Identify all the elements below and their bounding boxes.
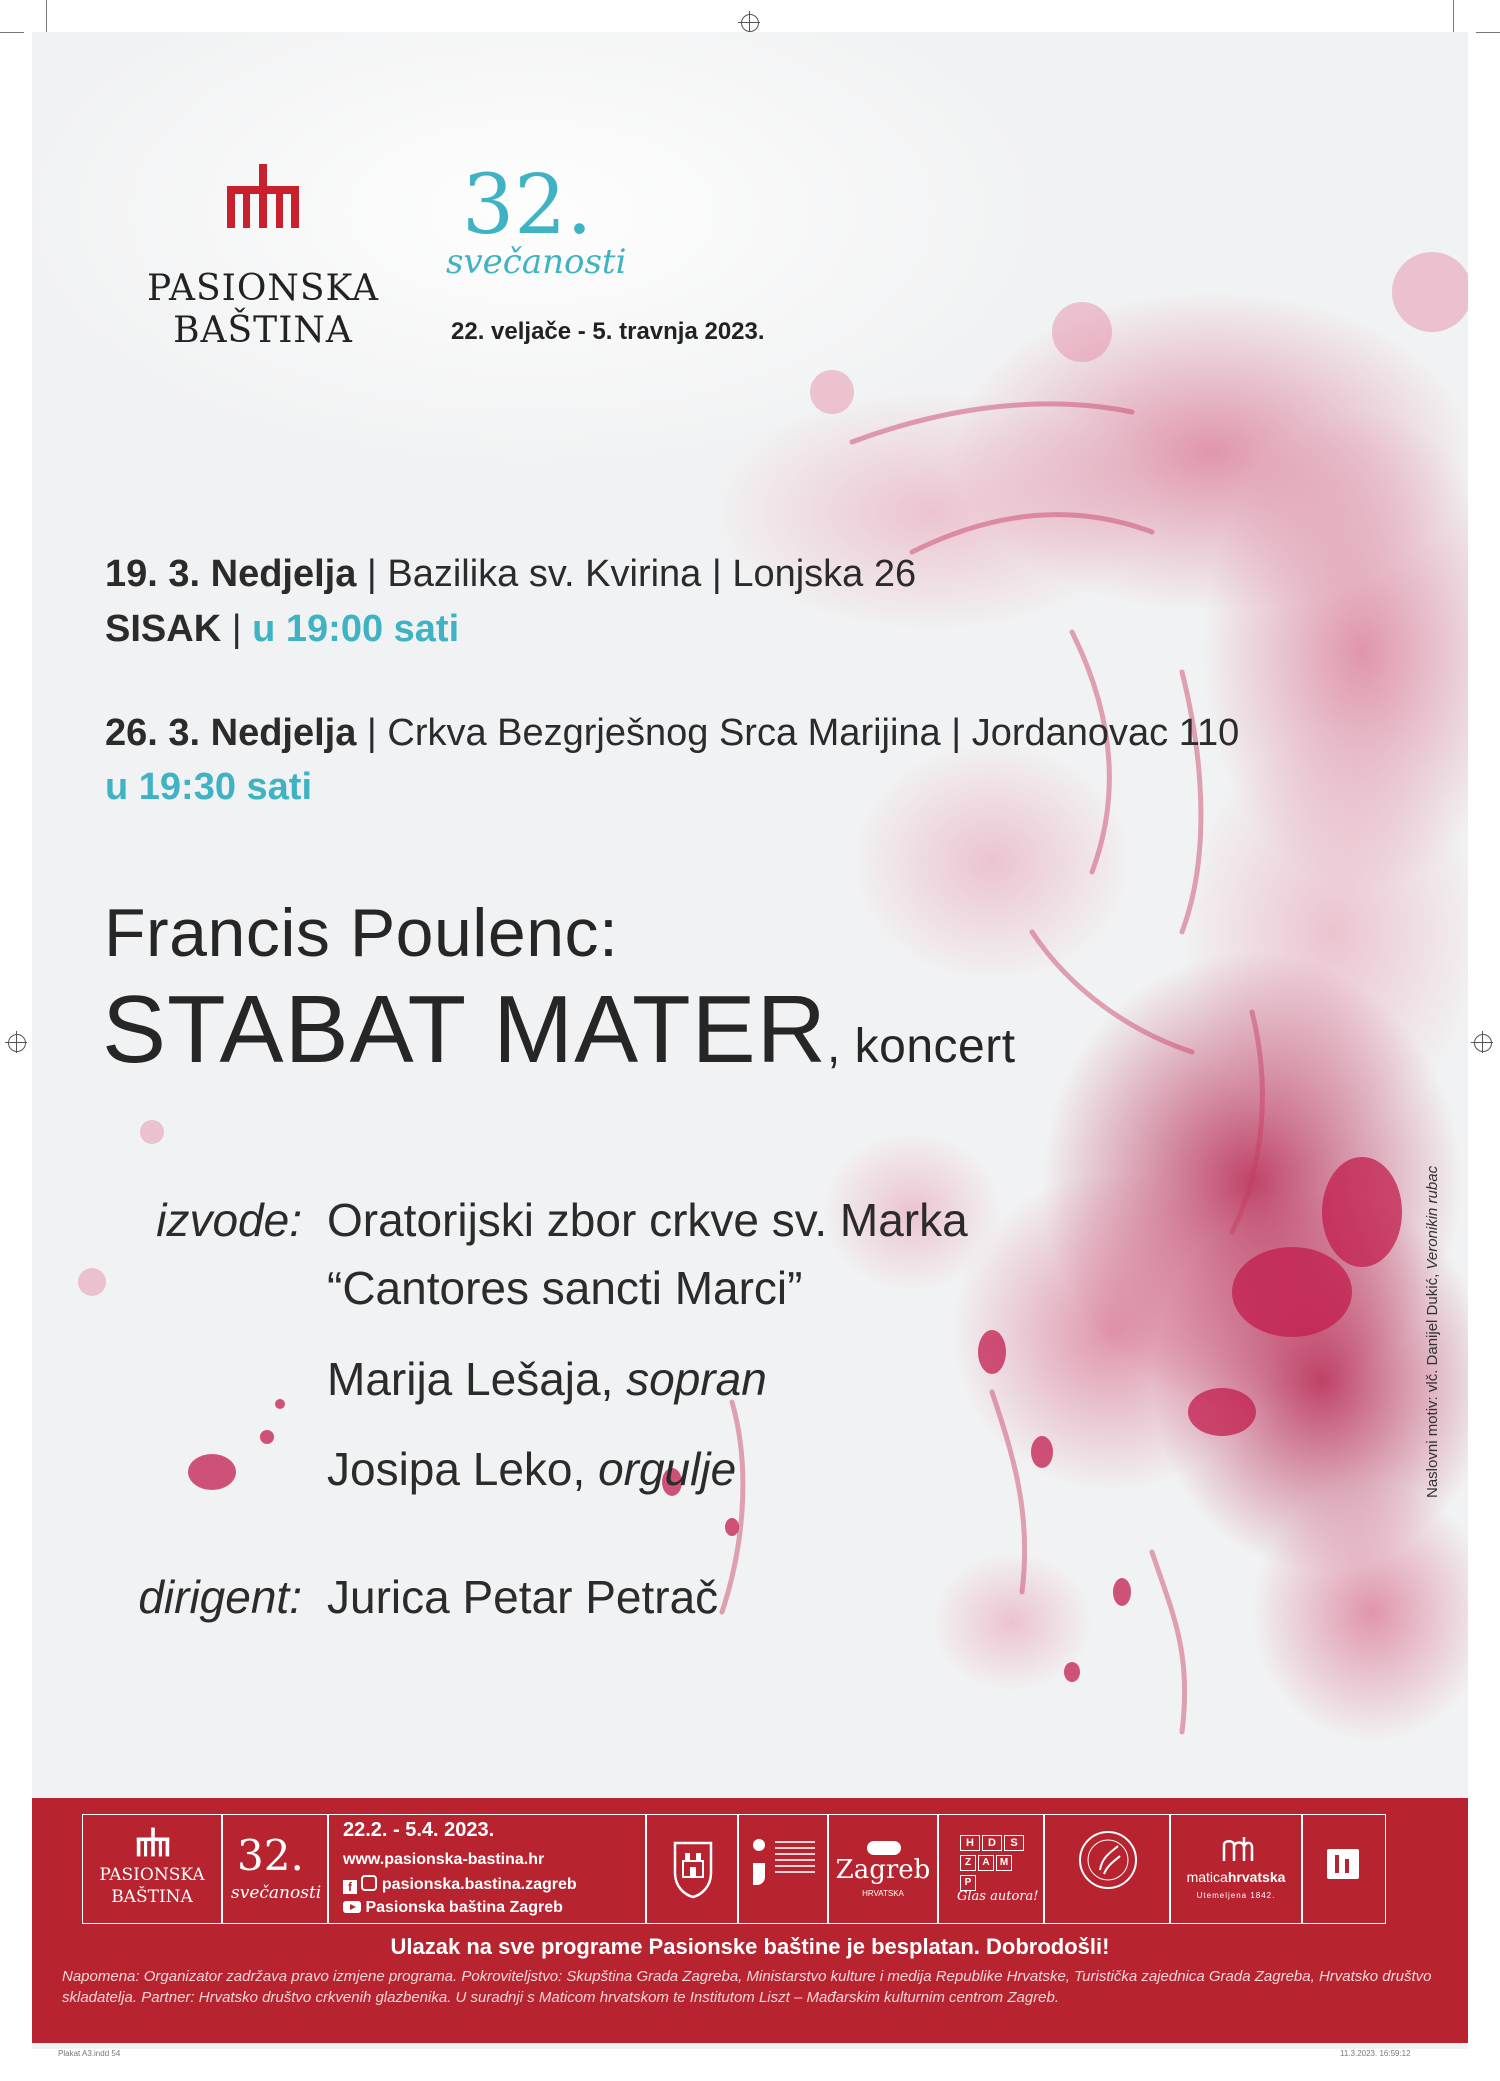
performers-label: izvode: — [156, 1194, 302, 1246]
crop-mark-tl — [46, 0, 47, 32]
matica-subtitle: Utemeljena 1842. — [1196, 1891, 1276, 1900]
choir-line2: “Cantores sancti Marci” — [327, 1262, 803, 1314]
partner-hds-zamp — [938, 1814, 1044, 1924]
matica-word-a: matica — [1186, 1869, 1228, 1885]
footer-youtube: Pasionska baština Zagreb — [365, 1899, 563, 1916]
matica-wordmark — [1171, 1869, 1301, 1885]
matica-word-b: hrvatska — [1227, 1869, 1286, 1885]
footer-social-row — [343, 1875, 577, 1894]
ministry-logo-icon — [753, 1839, 765, 1851]
footer-youtube-row — [343, 1899, 563, 1917]
event-1-city: SISAK — [105, 608, 222, 650]
coat-of-arms-icon — [673, 1839, 713, 1899]
footer-logo-box — [82, 1814, 222, 1924]
separator: | — [701, 553, 733, 595]
footer-edition-label: svečanosti — [231, 1883, 322, 1903]
footer-edition-number: 32. — [237, 1831, 304, 1880]
conductor-name: Jurica Petar Petrač — [327, 1571, 719, 1623]
hds-letter: D — [982, 1835, 1002, 1851]
hds-letter: A — [978, 1855, 994, 1871]
matica-logo-icon — [1221, 1837, 1255, 1863]
hds-letter: S — [1004, 1835, 1024, 1851]
soloist-name: Marija Lešaja, — [327, 1353, 614, 1405]
soloist — [327, 1352, 767, 1406]
event-2-venue: Crkva Bezgrješnog Srca Marijina — [387, 712, 941, 754]
crop-mark-tr — [1453, 0, 1454, 32]
ministry-logo-icon-tail — [753, 1863, 765, 1885]
concert-suffix: , koncert — [826, 1020, 1016, 1073]
partner-zagreb-coat-of-arms — [646, 1814, 738, 1924]
hds-letter: P — [960, 1875, 976, 1891]
soloist-role: sopran — [626, 1353, 767, 1405]
instagram-icon — [361, 1875, 377, 1891]
separator: | — [221, 608, 253, 650]
zagreb-subtitle: HRVATSKA — [862, 1889, 904, 1898]
registration-mark-top — [741, 14, 759, 32]
event-1-time: u 19:00 sati — [252, 608, 460, 650]
print-timestamp: 11.3.2023. 16:59:12 — [1340, 2049, 1411, 2058]
concert-title-line — [102, 975, 1016, 1085]
liszt-logo-icon — [1327, 1849, 1359, 1879]
welcome-message: Ulazak na sve programe Pasionske baštine je besplatan. Dobrodošli! — [390, 1934, 1110, 1959]
event-1-venue: Bazilika sv. Kvirina — [387, 553, 702, 595]
print-file-name: Plakat A3.indd 54 — [58, 2049, 121, 2058]
organist — [327, 1442, 736, 1496]
separator: | — [940, 712, 972, 754]
registration-mark-left — [8, 1034, 26, 1052]
event-1-city-line — [105, 608, 459, 651]
footer-dates: 22.2. - 5.4. 2023. — [343, 1819, 495, 1841]
footer-logo-line2: BAŠTINA — [111, 1887, 193, 1907]
hds-letter: M — [996, 1855, 1012, 1871]
hds-tagline: Glas autora! — [957, 1889, 1039, 1904]
poster-sheet — [32, 32, 1468, 2049]
image-credit — [1424, 1166, 1441, 1498]
hds-grid — [959, 1833, 1027, 1892]
zagreb-cloud-icon — [867, 1841, 901, 1855]
partner-liszt-institute — [1302, 1814, 1386, 1924]
logo-text-line1: PASIONSKA — [147, 268, 379, 309]
edition-number: 32. — [462, 158, 593, 253]
footer-website: www.pasionska-bastina.hr — [343, 1851, 545, 1868]
event-1-date: 19. 3. Nedjelja — [105, 553, 357, 595]
hds-letter: Z — [960, 1855, 976, 1871]
footer-logo-icon — [135, 1827, 171, 1857]
church-musicians-seal-icon — [1078, 1830, 1138, 1890]
ministry-text-lines — [775, 1837, 815, 1877]
conductor-label: dirigent: — [138, 1571, 302, 1623]
organist-name: Josipa Leko, — [327, 1443, 586, 1495]
choir-line1: Oratorijski zbor crkve sv. Marka — [327, 1194, 968, 1246]
footer-info-box — [328, 1814, 646, 1924]
logo-text-line2: BAŠTINA — [173, 310, 353, 351]
edition-label: svečanosti — [446, 242, 627, 282]
liszt-logo-mark — [1345, 1859, 1349, 1873]
pasionska-bastina-logo-icon — [223, 164, 303, 228]
crop-mark-tr-h — [1476, 32, 1500, 33]
zagreb-wordmark: Zagreb — [835, 1855, 931, 1885]
image-credit-work: Veronikin rubac — [1424, 1165, 1441, 1270]
separator: | — [356, 553, 388, 595]
facebook-icon: f — [343, 1880, 357, 1894]
footer-note: Napomena: Organizator zadržava pravo izmjene programa. Pokroviteljstvo: Skupština Grada Zagreba, Ministarstvo kulture i medija Republike Hrvatske, Turistička zajednica Grada Zagreba, Hrvatsko društvo skladatelja. Partner: Hrvatsko društvo crkvenih glazbenika. U suradnji s Maticom hrvatskom te Institutom Liszt – Mađarskim kulturnim centrom Zagreb. — [62, 1968, 1432, 2006]
concert-title: STABAT MATER — [102, 976, 827, 1083]
partner-matica-hrvatska — [1170, 1814, 1302, 1924]
footer-banner — [32, 1798, 1468, 2043]
image-credit-text: Naslovni motiv: vlč. Danijel Dukić, — [1424, 1273, 1441, 1498]
footer-social: pasionska.bastina.zagreb — [381, 1876, 577, 1893]
crop-mark-tl-h — [0, 32, 24, 33]
partner-zagreb-tourism — [828, 1814, 938, 1924]
event-2-date: 26. 3. Nedjelja — [105, 712, 357, 754]
festival-dates: 22. veljače - 5. travnja 2023. — [451, 318, 765, 345]
event-1-line — [105, 553, 916, 596]
footer-logo-line1: PASIONSKA — [99, 1865, 205, 1885]
liszt-logo-mark — [1335, 1855, 1339, 1873]
organist-role: orgulje — [598, 1443, 737, 1495]
partner-ministry — [738, 1814, 828, 1924]
partner-church-musicians — [1044, 1814, 1170, 1924]
registration-mark-right — [1474, 1034, 1492, 1052]
youtube-icon — [343, 1901, 361, 1913]
event-2-line — [105, 712, 1239, 755]
event-2-address: Jordanovac 110 — [971, 712, 1240, 754]
footer-edition-box — [222, 1814, 328, 1924]
separator: | — [356, 712, 388, 754]
event-1-address: Lonjska 26 — [732, 553, 917, 595]
composer-name: Francis Poulenc: — [104, 895, 619, 971]
event-2-time: u 19:30 sati — [105, 766, 312, 808]
hds-letter: H — [960, 1835, 980, 1851]
